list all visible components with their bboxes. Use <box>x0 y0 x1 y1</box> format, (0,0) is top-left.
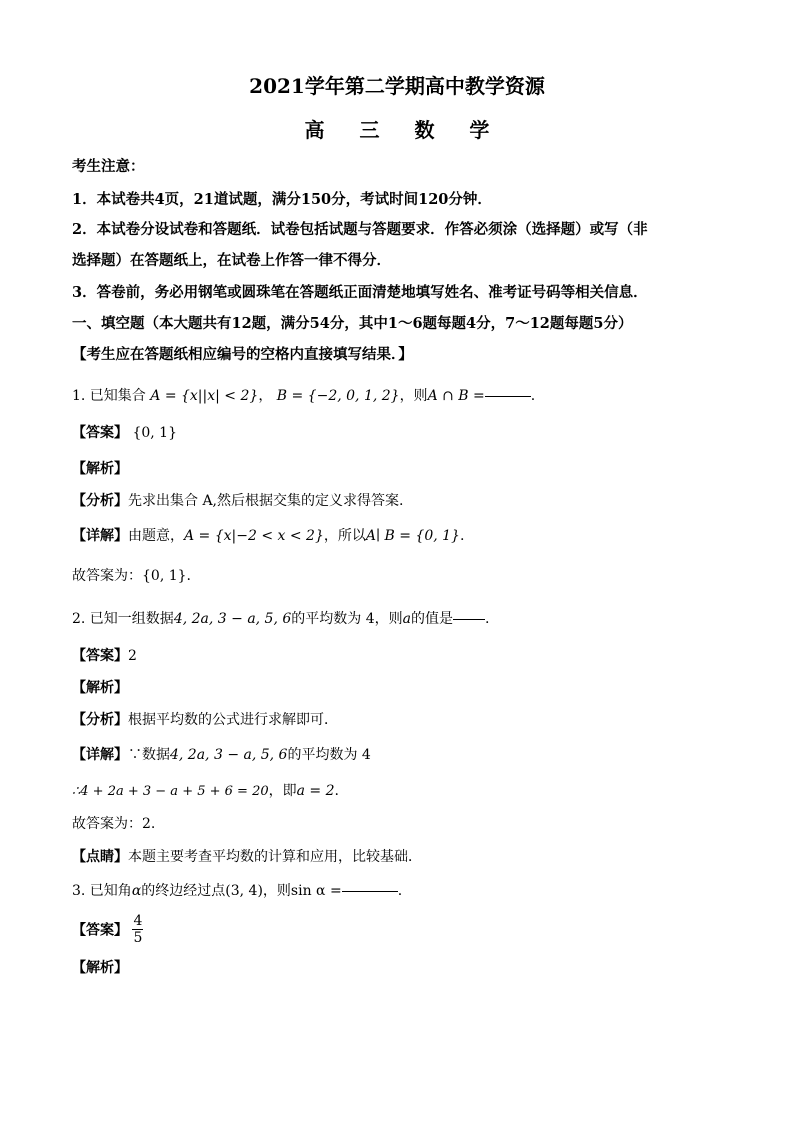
question-3-then: ，则 <box>262 883 291 899</box>
notice-item-3: 3．答卷前，务必用钢笔或圆珠笔在答题纸正面清楚地填写姓名、准考证号码等相关信息． <box>72 284 648 301</box>
fenxi-text: 根据平均数的公式进行求解即可． <box>128 712 338 728</box>
notice-item-1: 1．本试卷共4页，21道试题，满分150分，考试时间120分钟． <box>72 191 492 208</box>
detail-math-2: A∣ B = {0, 1} <box>365 528 460 544</box>
fenxi-label: 【分析】 <box>72 493 128 509</box>
answer-value: {0, 1} <box>132 425 177 441</box>
subject-title: 高 三 数 学 <box>304 118 504 142</box>
question-3-alpha: α <box>131 883 142 899</box>
question-2 <box>72 608 489 628</box>
conclusion-math: {0, 1} <box>142 568 187 584</box>
detail-text-2: 的平均数为 4 <box>287 747 371 763</box>
detail-label: 【详解】 <box>72 528 128 544</box>
question-2-var: a <box>402 611 411 627</box>
detail-label: 【详解】 <box>72 747 128 763</box>
question-3-expression: sin α = <box>290 883 342 899</box>
question-2-dianjing <box>72 846 422 866</box>
answer-blank <box>342 890 398 892</box>
answer-blank <box>485 395 531 397</box>
question-1-conclusion <box>72 565 191 585</box>
notice-heading: 考生注意： <box>72 158 145 175</box>
notice-item-2-line-2: 选择题）在答题纸上，在试卷上作答一律不得分． <box>72 252 391 269</box>
analysis-label: 【解析】 <box>72 960 128 976</box>
question-2-mid: 的平均数为 4，则 <box>291 611 403 627</box>
question-3-mid: 的终边经过点 <box>141 883 226 899</box>
dianjing-text: 本题主要考查平均数的计算和应用，比较基础． <box>128 849 422 865</box>
answer-label: 【答案】 <box>72 425 128 441</box>
calc-text: ，即 <box>268 783 297 799</box>
question-3-end: . <box>397 883 403 899</box>
question-1-then: ，则 <box>399 388 428 404</box>
fraction-numerator: 4 <box>133 913 143 929</box>
calc-equation: ∴4 + 2a + 3 − a + 5 + 6 = 20 <box>72 784 269 799</box>
analysis-label: 【解析】 <box>72 680 128 696</box>
question-1-fenxi <box>72 490 403 510</box>
question-1-answer <box>72 422 177 442</box>
notice-item-2-line-1: 2．本试卷分设试卷和答题纸．试卷包括试题与答题要求．作答必须涂（选择题）或写（非 <box>72 221 648 238</box>
question-2-data: 4, 2a, 3 − a, 5, 6 <box>173 611 292 627</box>
question-1-comma: ， <box>258 388 273 404</box>
fenxi-label: 【分析】 <box>72 712 128 728</box>
section-instruction: 【考生应在答题纸相应编号的空格内直接填写结果．】 <box>72 346 413 363</box>
question-2-fenxi <box>72 709 338 729</box>
question-2-answer <box>72 645 137 665</box>
detail-end: . <box>459 528 465 544</box>
question-1-expression: A ∩ B = <box>427 388 485 404</box>
answer-value: 2 <box>128 648 137 664</box>
fenxi-text: 先求出集合 A,然后根据交集的定义求得答案. <box>128 493 404 509</box>
answer-fraction <box>132 913 143 946</box>
detail-math-1: A = {x|−2 < x < 2} <box>184 528 324 544</box>
conclusion-end: . <box>186 568 191 584</box>
answer-blank <box>453 618 485 620</box>
calc-end: . <box>334 783 339 799</box>
analysis-label: 【解析】 <box>72 461 128 477</box>
document-title: 2021学年第二学期高中教学资源 <box>249 74 545 98</box>
question-2-conclusion: 故答案为：2. <box>72 816 156 832</box>
question-2-suffix: 的值是 <box>411 611 453 627</box>
question-2-detail <box>72 744 371 764</box>
question-3 <box>72 880 402 900</box>
answer-label: 【答案】 <box>72 648 128 664</box>
question-1-prefix: 1. 已知集合 <box>72 388 146 404</box>
question-3-prefix: 3. 已知角 <box>72 883 132 899</box>
section-heading: 一、填空题（本大题共有12题，满分54分，其中1～6题每题4分，7～12题每题5分） <box>72 315 633 332</box>
detail-text: 由题意， <box>128 528 184 544</box>
question-1-set-a: A = {x||x| < 2} <box>150 388 259 404</box>
question-1: 1. 已知集合 A = {x||x| < 2}， B = {−2, 0, 1, 2}，则A ∩ B = . <box>72 388 536 404</box>
question-1-detail <box>72 525 464 545</box>
detail-text: ∵数据 <box>128 747 170 763</box>
answer-label: 【答案】 <box>72 922 128 939</box>
question-3-point: (3, 4) <box>225 883 263 899</box>
fraction-denominator: 5 <box>133 930 143 946</box>
detail-text-2: ，所以 <box>323 528 366 544</box>
dianjing-label: 【点睛】 <box>72 849 128 865</box>
conclusion-text: 故答案为： <box>72 568 142 584</box>
question-2-calculation <box>72 780 339 800</box>
detail-math: 4, 2a, 3 − a, 5, 6 <box>170 747 288 763</box>
question-3-answer <box>72 913 143 946</box>
question-2-end: . <box>485 611 490 627</box>
question-1-set-b: B = {−2, 0, 1, 2} <box>276 388 400 404</box>
question-2-prefix: 2. 已知一组数据 <box>72 611 174 627</box>
calc-result: a = 2 <box>296 783 335 799</box>
